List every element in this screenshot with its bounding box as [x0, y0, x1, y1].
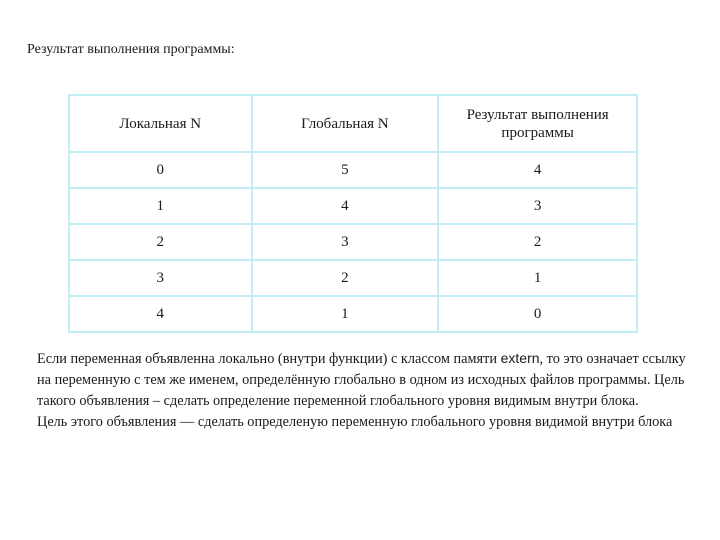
table-row [69, 152, 637, 188]
table-row [69, 260, 637, 296]
cell-local-n: 0 [69, 152, 252, 188]
cell-result: 1 [438, 260, 637, 296]
cell-result: 2 [438, 224, 637, 260]
cell-local-n: 3 [69, 260, 252, 296]
result-table [68, 94, 638, 333]
header-global-n: Глобальная N [252, 95, 439, 152]
paragraph-text-after-keyword: , то это означает ссылку на переменную с тем же именем, определённую глобально в одном из исходных файлов программы. Цель такого объявления – сделать определение переменной глобального уровня видимым внутри блока. [37, 351, 686, 409]
table-header-row [69, 95, 637, 152]
cell-local-n: 1 [69, 188, 252, 224]
cell-global-n: 4 [252, 188, 439, 224]
page-heading: Результат выполнения программы: [27, 42, 235, 57]
paragraph-extern-description [37, 348, 687, 412]
cell-local-n: 2 [69, 224, 252, 260]
cell-local-n: 4 [69, 296, 252, 332]
paragraph-purpose: Цель этого объявления — сделать определеную переменную глобального уровня видимой внутри блока [37, 414, 673, 430]
table-row [69, 188, 637, 224]
table-row [69, 296, 637, 332]
cell-global-n: 3 [252, 224, 439, 260]
header-program-result: Результат выполнения программы [438, 95, 637, 152]
cell-global-n: 5 [252, 152, 439, 188]
table-row [69, 224, 637, 260]
extern-keyword: extern [500, 350, 540, 366]
cell-result: 4 [438, 152, 637, 188]
paragraph-text-before-keyword: Если переменная объявленна локально (внутри функции) с классом памяти [37, 351, 501, 367]
header-local-n: Локальная N [69, 95, 252, 152]
cell-result: 3 [438, 188, 637, 224]
cell-global-n: 1 [252, 296, 439, 332]
cell-global-n: 2 [252, 260, 439, 296]
cell-result: 0 [438, 296, 637, 332]
explanation-text [37, 348, 687, 433]
